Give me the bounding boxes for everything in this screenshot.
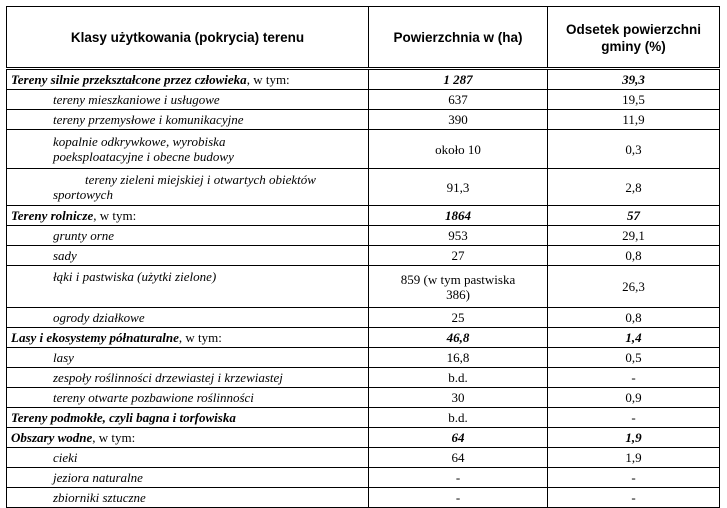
- row-percent: -: [548, 368, 720, 388]
- row-area-line2: 386): [446, 286, 470, 302]
- table-row: [7, 448, 720, 468]
- header-percent-line2: gminy (%): [601, 39, 666, 54]
- table-row: [7, 368, 720, 388]
- row-percent: -: [548, 468, 720, 488]
- row-label: tereny mieszkaniowe i usługowe: [7, 90, 369, 110]
- row-area: b.d.: [369, 408, 548, 428]
- table-row-category: [7, 328, 720, 348]
- row-area-line1: 859 (w tym pastwiska: [400, 271, 516, 287]
- table-row: [7, 388, 720, 408]
- row-label-line1: kopalnie odkrywkowe, wyrobiska: [53, 134, 226, 149]
- row-area: 1864: [369, 206, 548, 226]
- row-percent: 0,8: [548, 308, 720, 328]
- category-label: Lasy i ekosystemy półnaturalne: [11, 330, 179, 345]
- row-percent: 0,5: [548, 348, 720, 368]
- category-suffix: , w tym:: [92, 430, 136, 445]
- row-label: [7, 206, 369, 226]
- row-area: 46,8: [369, 328, 548, 348]
- row-label: zbiorniki sztuczne: [7, 488, 369, 508]
- row-percent: 1,4: [548, 328, 720, 348]
- row-percent: -: [548, 408, 720, 428]
- category-label: Tereny silnie przekształcone przez człowieka: [11, 72, 247, 87]
- row-area: 64: [369, 448, 548, 468]
- row-label: [7, 328, 369, 348]
- row-percent: 11,9: [548, 110, 720, 130]
- row-area: 91,3: [369, 169, 548, 206]
- header-percent-line1: Odsetek powierzchni: [565, 22, 702, 37]
- row-label: zespoły roślinności drzewiastej i krzewiastej: [7, 368, 369, 388]
- row-label: [7, 130, 369, 169]
- land-use-table: [6, 6, 720, 508]
- row-label: ogrody działkowe: [7, 308, 369, 328]
- category-suffix: , w tym:: [178, 330, 222, 345]
- row-label-line2: poeksploatacyjne i obecne budowy: [53, 149, 234, 164]
- row-area: [369, 266, 548, 308]
- row-percent: 19,5: [548, 90, 720, 110]
- row-percent: 2,8: [548, 169, 720, 206]
- row-percent: -: [548, 488, 720, 508]
- row-label: [7, 428, 369, 448]
- table-row: [7, 468, 720, 488]
- row-area: 25: [369, 308, 548, 328]
- row-percent: 0,9: [548, 388, 720, 408]
- row-area: 637: [369, 90, 548, 110]
- row-percent: 0,8: [548, 246, 720, 266]
- row-label: tereny otwarte pozbawione roślinności: [7, 388, 369, 408]
- row-percent: 0,3: [548, 130, 720, 169]
- row-area: około 10: [369, 130, 548, 169]
- table-row: [7, 308, 720, 328]
- table-row: [7, 266, 720, 308]
- header-land-use-class: Klasy użytkowania (pokrycia) terenu: [7, 7, 369, 69]
- row-area: 390: [369, 110, 548, 130]
- row-label: jeziora naturalne: [7, 468, 369, 488]
- table-row-category: [7, 428, 720, 448]
- table-row: [7, 90, 720, 110]
- row-percent: 26,3: [548, 266, 720, 308]
- row-area: b.d.: [369, 368, 548, 388]
- category-label: Tereny podmokłe, czyli bagna i torfowiska: [11, 410, 236, 425]
- row-area: -: [369, 468, 548, 488]
- header-area: Powierzchnia w (ha): [369, 7, 548, 69]
- row-area: 64: [369, 428, 548, 448]
- header-percent: [548, 7, 720, 69]
- table-row-category: [7, 408, 720, 428]
- row-label-line1: tereny zieleni miejskiej i otwartych obiektów: [85, 172, 316, 187]
- row-area: 16,8: [369, 348, 548, 368]
- row-percent: 29,1: [548, 226, 720, 246]
- table-row: [7, 348, 720, 368]
- row-label-line2: sportowych: [53, 187, 113, 202]
- row-area: -: [369, 488, 548, 508]
- row-area: 1 287: [369, 69, 548, 90]
- row-label: łąki i pastwiska (użytki zielone): [7, 266, 369, 308]
- category-suffix: , w tym:: [246, 72, 290, 87]
- header-row: [7, 7, 720, 69]
- table-row-category: [7, 206, 720, 226]
- row-label: [7, 169, 369, 206]
- row-percent: 1,9: [548, 448, 720, 468]
- row-label: grunty orne: [7, 226, 369, 246]
- category-label: Obszary wodne: [11, 430, 93, 445]
- row-label: sady: [7, 246, 369, 266]
- row-percent: 39,3: [548, 69, 720, 90]
- table-row: [7, 130, 720, 169]
- row-percent: 57: [548, 206, 720, 226]
- row-label: tereny przemysłowe i komunikacyjne: [7, 110, 369, 130]
- row-percent: 1,9: [548, 428, 720, 448]
- category-label: Tereny rolnicze: [11, 208, 94, 223]
- table-row: [7, 169, 720, 206]
- row-label: [7, 408, 369, 428]
- table-row: [7, 110, 720, 130]
- row-label: [7, 69, 369, 90]
- category-suffix: , w tym:: [93, 208, 137, 223]
- row-label: cieki: [7, 448, 369, 468]
- table-row-category: [7, 69, 720, 90]
- row-area: 30: [369, 388, 548, 408]
- row-area: 27: [369, 246, 548, 266]
- table-row: [7, 246, 720, 266]
- row-area: 953: [369, 226, 548, 246]
- row-label: lasy: [7, 348, 369, 368]
- table-row: [7, 226, 720, 246]
- table-row: [7, 488, 720, 508]
